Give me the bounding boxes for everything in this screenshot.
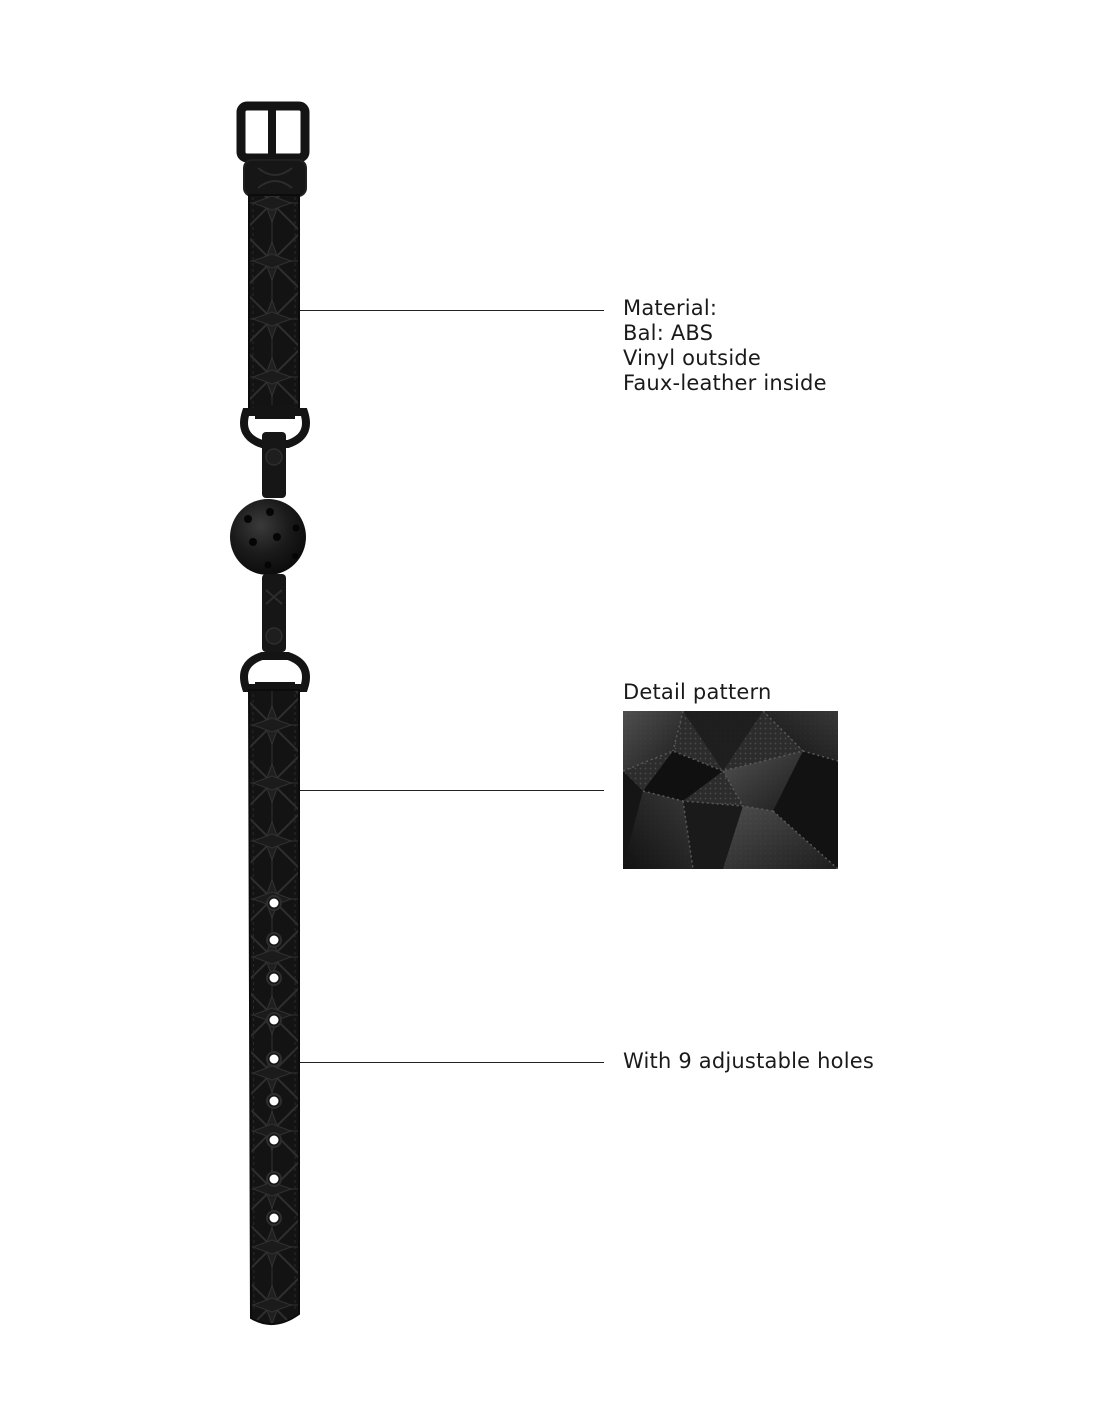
material-annotation [623, 296, 827, 396]
adjustable-hole [267, 1133, 281, 1147]
detail-heading: Detail pattern [623, 680, 772, 704]
adjustable-hole [267, 1094, 281, 1108]
detail-leader-line [300, 790, 604, 791]
ball [230, 499, 306, 575]
adjustable-hole [267, 1013, 281, 1027]
adjustable-hole [267, 1172, 281, 1186]
material-leader-line [300, 310, 604, 311]
adjustable-hole [267, 971, 281, 985]
material-heading: Material: [623, 296, 718, 320]
holes-leader-line [300, 1062, 604, 1063]
adjustable-holes [267, 896, 281, 1225]
material-line-ball: Bal: ABS [623, 321, 714, 345]
material-line-inside: Faux-leather inside [623, 371, 827, 395]
material-line-outside: Vinyl outside [623, 346, 762, 370]
holes-text: With 9 adjustable holes [623, 1049, 874, 1073]
strap-keeper [244, 160, 306, 196]
upper-strap [249, 195, 299, 413]
lower-strap [249, 690, 299, 1324]
adjustable-hole [267, 896, 281, 910]
adjustable-hole [267, 1211, 281, 1225]
adjustable-hole [267, 1052, 281, 1066]
detail-annotation [623, 680, 772, 705]
holes-annotation [623, 1049, 874, 1074]
detail-pattern-swatch [623, 711, 838, 869]
adjustable-hole [267, 933, 281, 947]
